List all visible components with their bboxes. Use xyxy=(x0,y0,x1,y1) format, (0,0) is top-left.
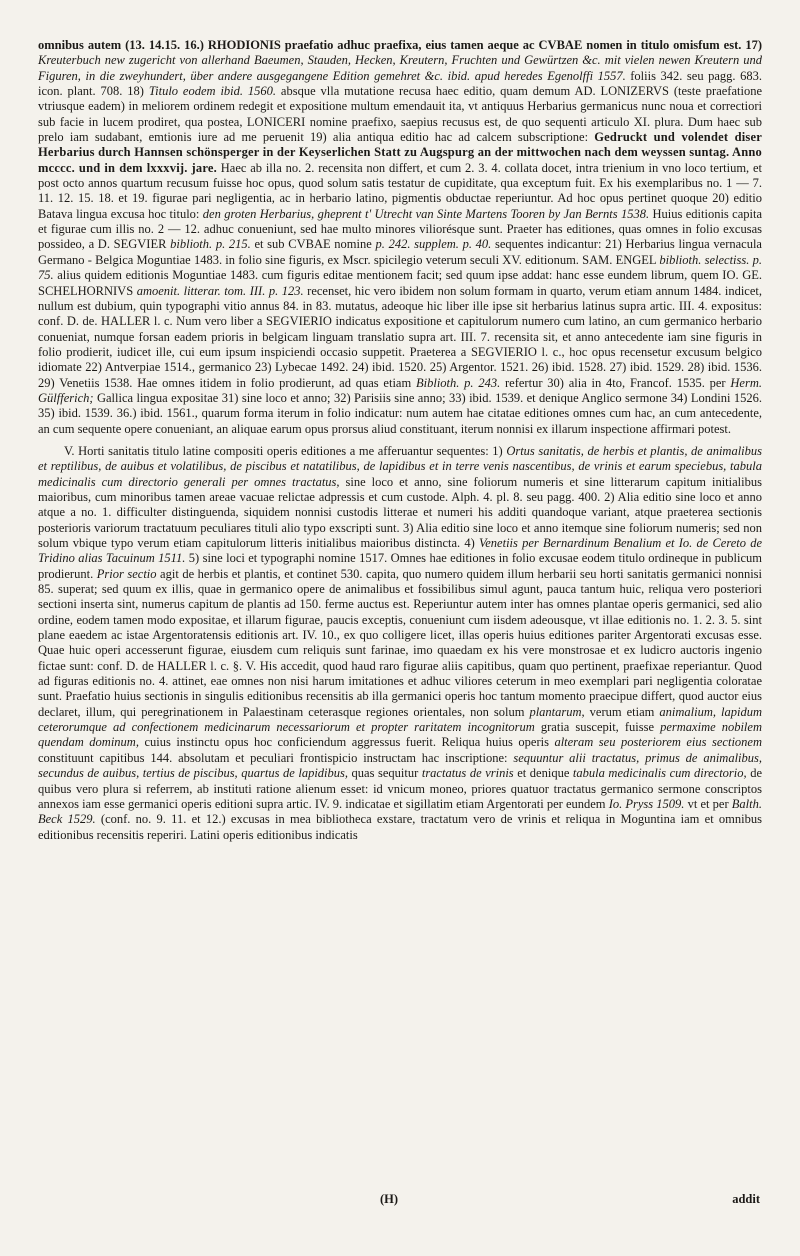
signature-mark: (H) xyxy=(380,1192,399,1206)
text-run: foliis 342. seu pagg. 683. icon. plant. 708. 18) xyxy=(38,68,762,99)
italic-text-run: Venetiis per Bernardinum Benalium et Io. de Cereto de Tridino alias Tacuinum 1511. xyxy=(38,536,763,566)
catchword: addit xyxy=(732,1192,760,1206)
text-body xyxy=(38,38,762,843)
text-run: recenset, hic vero ibidem non solum formam in quarto, verum etiam annum 1484. indicet, nullum est dubium, quin typographi vitio annus 84. in 83. mutatus, adeoque hic liber ille ipse sit herbarius latinus supra artic. III. 4. expositus: conf. D. de. HALLER l. c. Num vero liber a SEGVIERIO indicatus expositione et capitulorum numero cum latino, an cum germanico herbario conueniat, numque forsan eadem prioris in belgicam linguam translatio supra art. III. 7. recensita sit, et anno antecedente iam sine figuris in folio prodierit, iudicet ille, cui eum ipsum inspiciendi occasio suppetit. Praeterea a SEGVIERIO l. c., hoc opus recensetur excusum belgico idiomate 22) Antverpiae 1514., germanico 23) Lybecae 1492. 24) ibid. 1520. 25) Argentor. 1521. 26) ibid. 1528. 27) ibid. 1529. 28) ibid. 1536. 29) Venetiis 1538. Hae omnes itidem in folio prodierunt, ad quas etiam xyxy=(38,283,762,390)
text-run: Huius editionis capita et figurae cum illis no. 2 — 12. adhuc conueniunt, sed hae multo minores viliorésque sunt. Praeter has editiones, quas omnes in folio excusas possideo, a D. SEGVIER xyxy=(38,206,763,252)
italic-text-run: Kreuterbuch new zugericht von allerhand Baeumen, Stauden, Hecken, Kreutern, Fruchten und Gewürtzen &c. mit vielen newen Kreutern und Figuren, in die zweyhundert, über andere ausgegangene Edition gemehret &c. ibid. apud heredes Egenolffi 1557. xyxy=(38,53,762,83)
italic-text-run: Prior sectio xyxy=(96,566,157,581)
text-run: omnibus autem (13. 14.15. 16.) RHODIONIS praefatio adhuc praefixa, eius tamen aeque ac CVBAE nomen in titulo omisfum est. 17) xyxy=(38,38,762,52)
text-run: refertur 30) alia in 4to, Francof. 1535. per xyxy=(500,375,731,390)
text-run: alius quidem editionis Moguntiae 1483. cum figuris editae mentionem facit; sed quum ipse addat: hanc esse eundem librum, quem IO. GE. SCHELHORNIVS xyxy=(38,268,762,298)
text-run: verum etiam xyxy=(584,704,660,719)
text-run: quas sequitur xyxy=(348,766,422,781)
text-run: V. Horti sanitatis titulo latine compositi operis editiones a me afferuantur sequentes: 1) xyxy=(64,443,507,458)
text-run: de quibus vero plura si referrem, ab instituti ratione alienum esset: id vnicum moneo, priores quatuor tractatus germanico sermone conscriptos annexos iam esse germanici operis editioni supra artic. IV. 9. indicatae et sigillatim etiam Argentorati per eundem xyxy=(38,766,762,811)
text-run: sequentes indicantur: 21) Herbarius lingua vernacula Germano - Belgica Moguntiae 1483. in folio sine figuris, ex Mscr. spicilegio veterum seculi XV. editionum. SAM. ENGEL xyxy=(38,237,762,267)
text-run: (conf. no. 9. 11. et 12.) excusas in mea bibliotheca exstare, tractatum vero de vrinis et reliqua in Moguntina iam et omnibus editionibus recensitis reperiri. Latini operis editionibus indicatis xyxy=(38,812,762,842)
text-run: et sub CVBAE nomine xyxy=(250,237,376,252)
italic-text-run: permaxime nobilem quendam dominum, xyxy=(38,720,762,750)
italic-text-run: sequuntur alii tractatus, primus de animalibus, secundus de auibus, tertius de piscibus, quartus de lapidibus, xyxy=(38,750,763,781)
section-paragraph xyxy=(38,444,762,843)
text-run: vt et per xyxy=(684,796,732,811)
text-run: 5) sine loci et typographi nomine 1517. Omnes hae editiones in folio excusae eodem titulo ordineque in publicum prodierunt. xyxy=(38,551,762,581)
text-run: et denique xyxy=(513,766,573,781)
text-run: Gallica lingua expositae 31) sine loco et anno; 32) Parisiis sine anno; 33) ibid. 1539. et denique Anglico sermone 34) Londini 1526. 35) ibid. 1539. 36.) ibid. 1561., quarum forma iterum in folio indicatur: num autem hae citatae editiones omnes cum hac, an cum antecedente, an cum sequente opere conueniant, an aliquae earum opus prorsus aliud constituant, iterum nonnisi ex illarum inspectione affirmari potest. xyxy=(38,390,762,436)
italic-text-run: amoenit. litterar. tom. III. p. 123. xyxy=(136,283,304,298)
text-run: cuius instinctu opus hoc conficiendum aggressus fuerit. Reliqua huius operis xyxy=(138,735,555,750)
text-run: sine loco et anno, sine foliorum numeris et sine litterarum capitum initialibus maioribus, cum minoribus tamen areae vacuae relictae adpressis et cum custode. Alph. 4. pl. 8. seu pagg. 400. 2) Alia editio sine loco et anno atque a no. 1. difficulter distinguenda, siquidem nonnisi custodis litterae et numeri his additi quandoque variant, atque praeterea sectionis posterioris variorum tractatuum peculiares tituli alio typo exscripti sunt. 3) Alia editio sine loco et anno itemque sine foliorum numeris; sed non solum vbique typo verum etiam capitulorum litteris initialibus maioribus distincta. 4) xyxy=(38,474,762,550)
italic-text-run: p. 242. supplem. p. 40. xyxy=(375,237,492,252)
italic-text-run: Balth. Beck 1529. xyxy=(38,796,762,827)
italic-text-run: plantarum, xyxy=(529,704,585,719)
italic-text-run: animalium, lapidum ceterorumque ad confectionem medicinarum necessariorum et propter raritatem incognitorum xyxy=(38,704,763,735)
italic-text-run: tabula medicinalis cum directorio, xyxy=(572,766,747,781)
italic-text-run: alteram seu posteriorem eius sectionem xyxy=(554,735,762,750)
blackletter-text-run: Gedruckt und volendet diser Herbarius durch Hannsen schönsperger in der Keyserlichen Statt zu Augspurg an der mittwochen nach dem weyssen suntag. Anno mcccc. und in dem lxxxvij. jare. xyxy=(38,130,762,175)
italic-text-run: Biblioth. p. 243. xyxy=(415,375,501,390)
italic-text-run: Ortus sanitatis, de herbis et plantis, de animalibus et reptilibus, de auibus et volatilibus, de piscibus et natatilibus, de lapidibus et in terre venis nascentibus, de vrinis et earum speciebus, tabula medicinalis cum directorio generali per omnes tractatus, xyxy=(38,443,763,489)
text-run: absque vlla mutatione recusa haec editio, quam demum AD. LONIZERVS (teste praefatione vtriusque eadem) in meliorem ordinem redegit et expositione multum emendauit ita, vt antiquus Herbarius germanicus nunc noua et correctiori sub facie in lucem prodiret, qua postea, LONICERI nomine praefixo, saepius recusus est, de quo sequenti articulo XI. plura. Dum haec sub prelo iam sudabant, emtionis iure ad me peruenit 19) alia antiqua editio hac ad calcem subscriptione: xyxy=(38,84,763,145)
body-paragraph xyxy=(38,38,762,437)
text-run: agit de herbis et plantis, et continet 530. capita, quo numero quidem illum herbarii seu horti sanitatis germanici nonnisi 85. superat; sed quum ex illis, quae in germanico opere de animalibus et fossibilibus simul agunt, pauca tantum huic, reliqua vero posteriori sectioni inserta sint, numerus capitum de plantis ad 150. ferme auctus est. Reperiuntur autem inter has omnes plantae operis germanici, sed alio ordine, eodem tamen modo expositae, et illarum figurae, paucis exceptis, conueniunt cum iisdem adeousque, vt illae editionis no. 1. 2. 3. 5. sint plane eaedem ac istae Argentoratensis editionis art. IV. 10., ex quo colligere licet, illas operis huius editiones pariter Argentorati excusas esse. Quae huic operi accesserunt figurae, eiusdem cum reliquis sunt farinae, imo quaedam ex his vere monstrosae et ex ludicro auctoris ingenio fictae sunt: conf. D. de HALLER l. c. §. V. His accedit, quod haud raro figurae aliis capitibus, quam quo pertinent, praefixae reperiantur. Quod ad figuras editionis no. 4. attinet, eae omnes non nisi harum imitationes et adhuc viliores ceterum in meo exemplari pari negligentia coloratae sunt. Praefatio huius sectionis in singulis editionibus recensitis ab illa germanici operis hoc tantum momento praecipue differt, quod auctor eius declaret, illum, qui peregrinationem in Palaestinam ceterasque regiones orientales, non solum xyxy=(38,566,762,719)
italic-text-run: biblioth. p. 215. xyxy=(170,237,251,252)
italic-text-run: Titulo eodem ibid. 1560. xyxy=(148,84,277,99)
italic-text-run: den groten Herbarius, gheprent t' Utrecht van Sinte Martens Tooren by Jan Bernts 1538. xyxy=(202,206,650,221)
text-run: Haec ab illa no. 2. recensita non differt, et cum 2. 3. 4. collata docet, intra trienium in vno loco tertium, et post octo annos quartum recusum fuisse hoc opus, quod solum satis testatur de cupiditate, qua exceptum fuit. Ex his exemplaribus no. 1 — 7. 11. 12. 15. 18. et 19. figurae pari negligentia, ac in herbario latino, pigmentis obductae reperiuntur. Ad hoc opus pertinet quoque 20) editio Batava lingua excusa hoc titulo: xyxy=(38,160,762,221)
italic-text-run: Io. Pryss 1509. xyxy=(608,796,685,811)
italic-text-run: biblioth. selectiss. p. 75. xyxy=(38,252,762,283)
italic-text-run: tractatus de vrinis xyxy=(421,766,514,781)
text-run: gratia suscepit, fuisse xyxy=(534,720,661,735)
text-run: constituunt capitibus 144. absolutam et peculiari frontispicio instructam hac inscriptione: xyxy=(38,750,514,765)
italic-text-run: Herm. Gülfferich; xyxy=(38,375,762,405)
